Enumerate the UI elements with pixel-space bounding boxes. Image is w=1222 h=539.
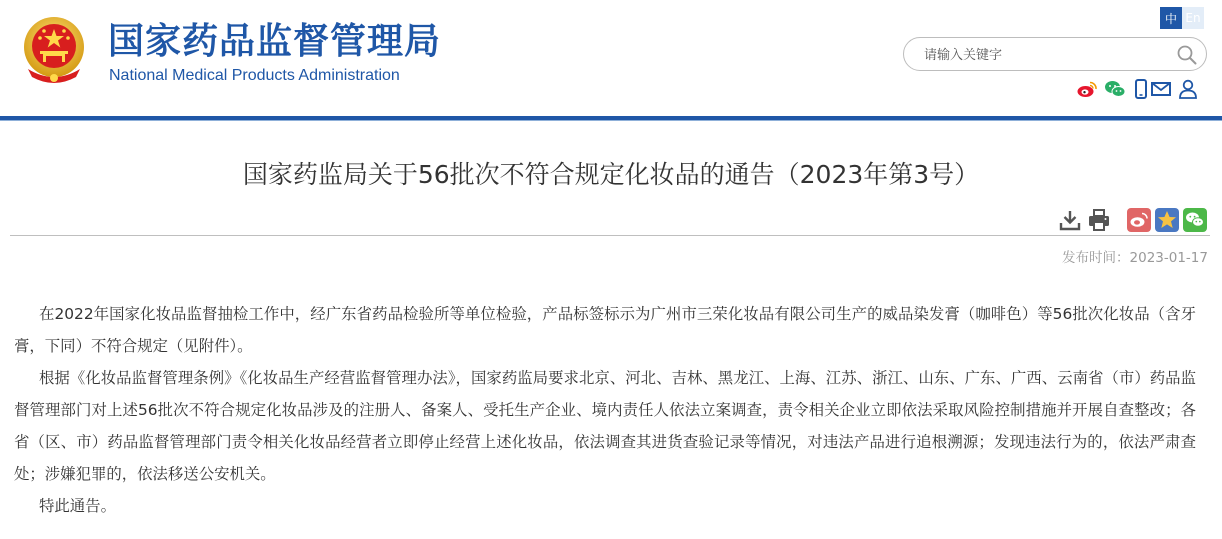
header-bottom-line <box>0 120 1222 121</box>
download-icon[interactable] <box>1058 208 1082 232</box>
language-chinese-button[interactable]: 中 <box>1160 7 1182 29</box>
article-paragraph: 特此通告。 <box>39 497 116 515</box>
search-input[interactable] <box>922 44 1166 66</box>
weibo-icon[interactable] <box>1076 79 1098 99</box>
site-header <box>0 0 1222 116</box>
article-paragraph: 根据《化妆品监督管理条例》《化妆品生产经营监督管理办法》，国家药监局要求北京、河北、吉林、黑龙江、上海、江苏、浙江、山东、广东、广西、云南省（市）药品监督管理部门对上述56批次不符合规定化妆品涉及的注册人、备案人、受托生产企业、境内责任人依法立案调查，责令相关企业立即依法采取风险控制措施并开展自查整改；各省（区、市）药品监督管理部门责令相关化妆品经营者立即停止经营上述化妆品，依法调查其进货查验记录等情况，对违法产品进行追根溯源；发现违法行为的，依法严肃查处；涉嫌犯罪的，依法移送公安机关。 <box>14 369 1196 483</box>
national-emblem-logo[interactable] <box>20 15 88 85</box>
publish-date <box>1062 246 1208 266</box>
search-icon[interactable] <box>1176 44 1198 66</box>
article-title: 国家药监局关于56批次不符合规定化妆品的通告（2023年第3号） <box>242 160 980 189</box>
favorite-share-icon[interactable] <box>1155 208 1179 232</box>
article-body <box>14 298 1196 522</box>
publish-date-value: 2023-01-17 <box>1129 250 1208 266</box>
search-box <box>903 37 1207 71</box>
language-english-button[interactable]: En <box>1182 7 1204 29</box>
user-icon[interactable] <box>1177 79 1199 99</box>
site-title-chinese[interactable]: 国家药品监督管理局 <box>108 21 442 62</box>
mail-icon[interactable] <box>1150 79 1172 99</box>
mobile-icon[interactable] <box>1130 79 1152 99</box>
print-icon[interactable] <box>1087 208 1111 232</box>
article-paragraph: 在2022年国家化妆品监督抽检工作中，经广东省药品检验所等单位检验，产品标签标示为广州市三荣化妆品有限公司生产的威品染发膏（咖啡色）等56批次化妆品（含牙膏，下同）不符合规定（见附件）。 <box>14 305 1196 355</box>
title-divider <box>10 235 1210 236</box>
wechat-icon[interactable] <box>1104 79 1126 99</box>
publish-date-label: 发布时间： <box>1062 250 1130 266</box>
weibo-share-icon[interactable] <box>1127 208 1151 232</box>
site-title-english[interactable]: National Medical Products Administration <box>109 67 400 84</box>
wechat-share-icon[interactable] <box>1183 208 1207 232</box>
